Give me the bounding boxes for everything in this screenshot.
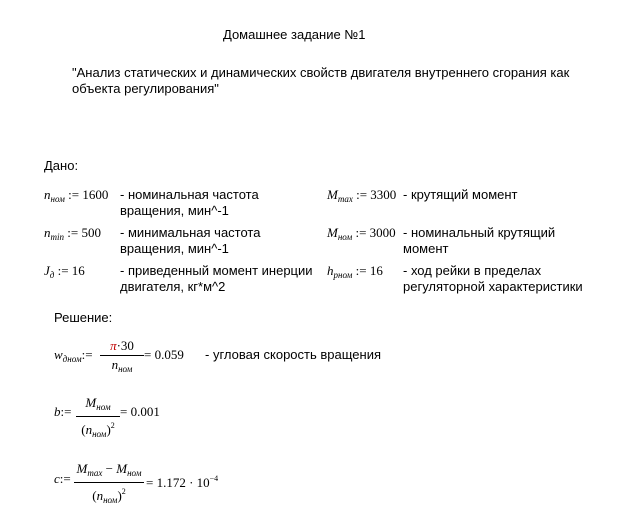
given-n-nom: $n_{ном}$ := 1600: [44, 187, 109, 204]
subtitle-line-2: объекта регулирования": [72, 81, 219, 96]
given-heading: Дано:: [44, 158, 79, 173]
given-m-nom-desc-2: момент: [403, 241, 449, 256]
given-h-rnom-desc-1: - ход рейки в пределах: [403, 263, 542, 278]
solution-heading: Решение:: [54, 310, 113, 325]
formula-w-fraction: π·30 $n_{ном}$: [100, 338, 144, 377]
formula-b-result: = 0.001: [120, 404, 160, 419]
formula-b-fraction: $M_{ном}$ $(n_{ном})^2$: [76, 395, 120, 442]
formula-w-desc: - угловая скорость вращения: [205, 347, 381, 362]
given-m-nom-desc-1: - номинальный крутящий: [403, 225, 556, 240]
given-n-min-desc-1: - минимальная частота: [120, 225, 261, 240]
given-m-max-desc-1: - крутящий момент: [403, 187, 518, 202]
given-h-rnom-desc-2: регуляторной характеристики: [403, 279, 583, 294]
given-n-min-desc-2: вращения, мин^-1: [120, 241, 229, 256]
formula-c-fraction: $M_{max} - M_{ном}$ $(n_{ном})^2$: [74, 461, 144, 508]
page-title: Домашнее задание №1: [223, 27, 366, 42]
given-n-nom-desc-2: вращения, мин^-1: [120, 203, 229, 218]
given-n-min: $n_{min}$ := 500: [44, 225, 101, 242]
given-h-rnom: $h_{рном}$ := 16: [327, 263, 383, 280]
given-j-d-desc-2: двигателя, кг*м^2: [120, 279, 226, 294]
formula-w-lhs: $w_{дном}:=$: [54, 347, 93, 364]
formula-b-lhs: b:=: [54, 404, 72, 419]
given-n-nom-desc-1: - номинальная частота: [120, 187, 259, 202]
formula-c-result: = $1.172 \cdot 10^{-4}$: [146, 474, 219, 490]
formula-w-result: = 0.059: [144, 347, 184, 362]
subtitle-line-1: "Анализ статических и динамических свойств двигателя внутреннего сгорания как: [72, 65, 570, 80]
given-j-d: $J_д$ := 16: [44, 263, 85, 280]
given-m-nom: $M_{ном}$ := 3000: [327, 225, 396, 242]
given-j-d-desc-1: - приведенный момент инерции: [120, 263, 313, 278]
formula-c-lhs: c:=: [54, 471, 71, 486]
given-m-max: $M_{max}$ := 3300: [327, 187, 397, 204]
